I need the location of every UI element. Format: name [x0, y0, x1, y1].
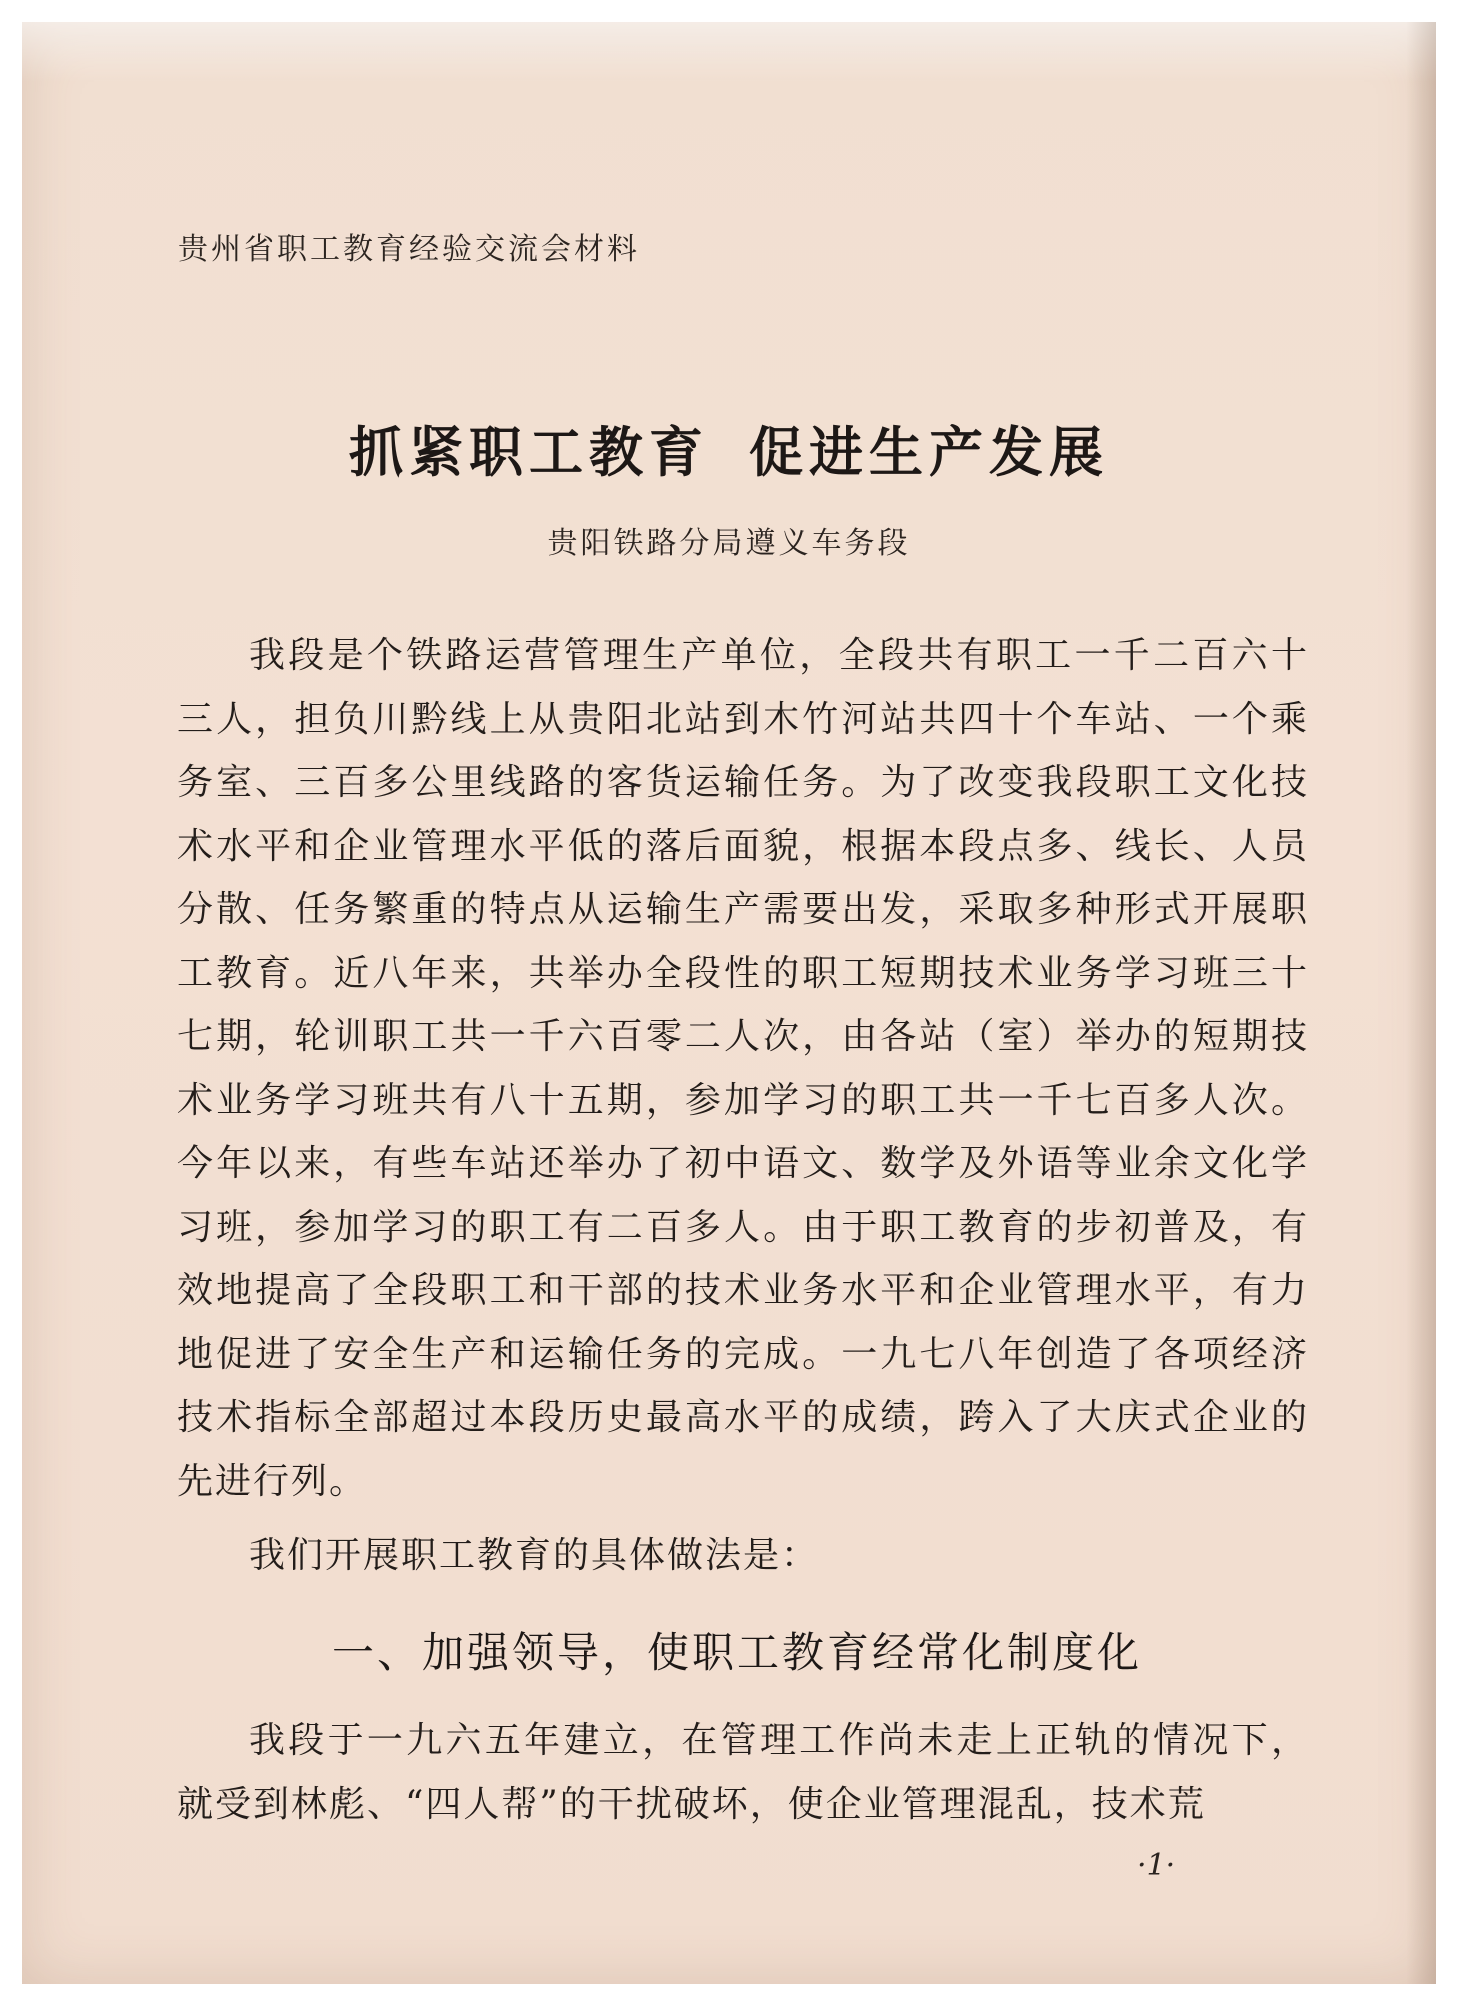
title-part-2: 促进生产发展 [749, 420, 1109, 484]
body-paragraph-3: 我段于一九六五年建立，在管理工作尚未走上正轨的情况下，就受到林彪、“四人帮”的干扰破坏，使企业管理混乱，技术荒 [177, 1720, 1309, 1825]
section-heading: 一、加强领导，使职工教育经常化制度化 [332, 1628, 1143, 1677]
author-line: 贵阳铁路分局遵义车务段 [547, 526, 911, 561]
header-note: 贵州省职工教育经验交流会材料 [178, 232, 640, 267]
title-part-1: 抓紧职工教育 [349, 420, 709, 484]
document-page [22, 22, 1436, 1984]
body-paragraph-1: 我段是个铁路运营管理生产单位，全段共有职工一千二百六十三人，担负川黔线上从贵阳北站到木竹河站共四十个车站、一个乘务室、三百多公里线路的客货运输任务。为了改变我段职工文化技术水平和企业管理水平低的落后面貌，根据本段点多、线长、人员分散、任务繁重的特点从运输生产需要出发，采取多种形式开展职工教育。近八年来，共举办全段性的职工短期技术业务学习班三十七期，轮训职工共一千六百零二人次，由各站（室）举办的短期技术业务学习班共有八十五期，参加学习的职工共一千七百多人次。今年以来，有些车站还举办了初中语文、数学及外语等业余文化学习班，参加学习的职工有二百多人。由于职工教育的步初普及，有效地提高了全段职工和干部的技术业务水平和企业管理水平，有力地促进了安全生产和运输任务的完成。一九七八年创造了各项经济技术指标全部超过本段历史最高水平的成绩，跨入了大庆式企业的先进行列。 [177, 635, 1309, 1502]
page-number: ·1· [1137, 1848, 1176, 1883]
document-title [22, 410, 1436, 487]
body-paragraph-2: 我们开展职工教育的具体做法是： [249, 1535, 820, 1576]
